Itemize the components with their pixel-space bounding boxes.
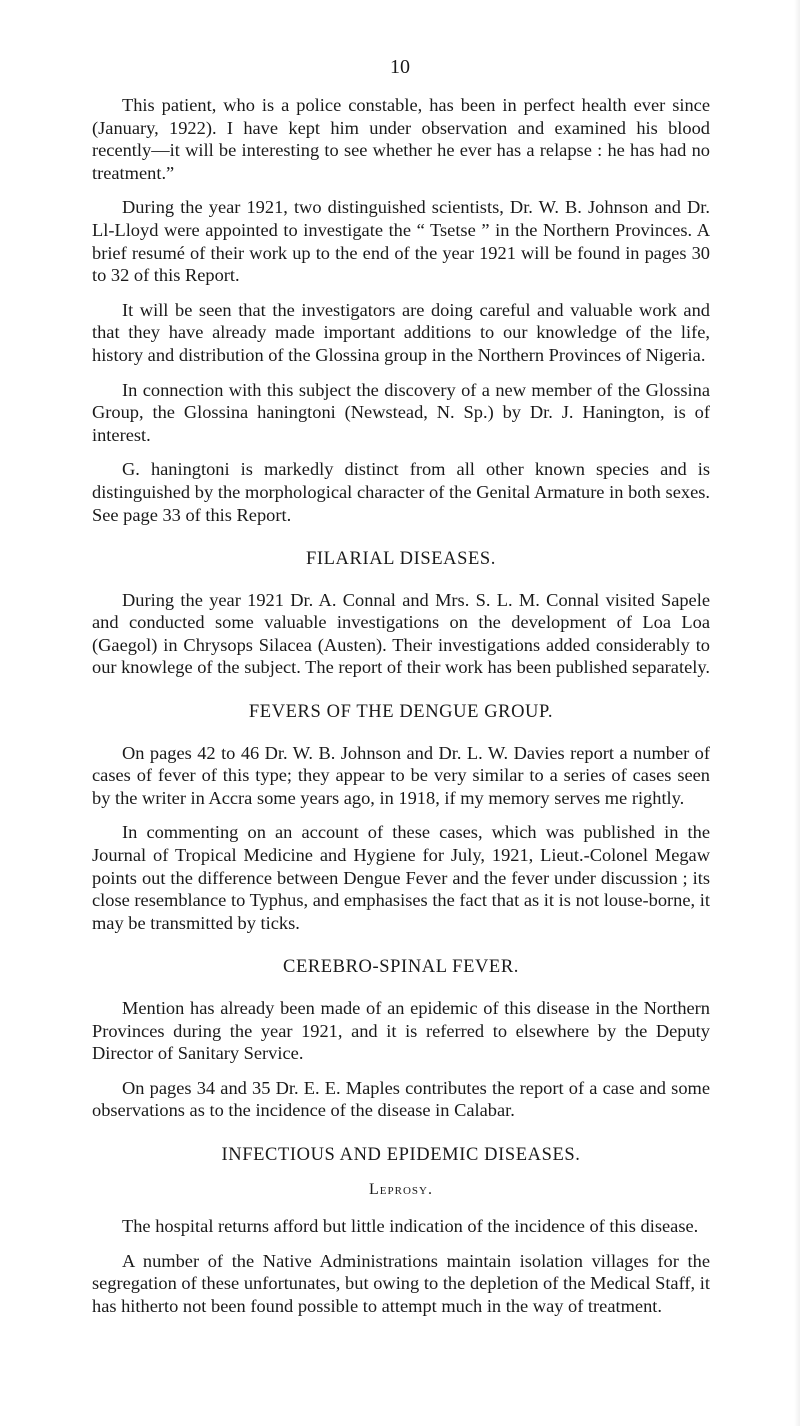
- page-body: [92, 94, 710, 1330]
- paragraph: During the year 1921 Dr. A. Connal and Mrs. S. L. M. Connal visited Sapele and conducted some valuable investigations on the development of Loa Loa (Gaegol) in Chrysops Silacea (Austen). Their investigations added considerably to our knowlege of the subject. The report of their work has been published separately.: [92, 589, 710, 678]
- paragraph: On pages 42 to 46 Dr. W. B. Johnson and Dr. L. W. Davies report a number of cases of fever of this type; they appear to be very similar to a series of cases seen by the writer in Accra some years ago, in 1918, if my memory serves me rightly.: [92, 742, 710, 808]
- section-heading-filarial: FILARIAL DISEASES.: [306, 549, 496, 570]
- paragraph: Mention has already been made of an epidemic of this disease in the Northern Provinces during the year 1921, and it is referred to elsewhere by the Deputy Director of Sanitary Service.: [92, 998, 710, 1064]
- section-heading-infectious: INFECTIOUS AND EPIDEMIC DISEASES.: [221, 1144, 581, 1165]
- paragraph: In connection with this subject the discovery of a new member of the Glossina Group, the Glossina haningtoni (Newstead, N. Sp.) by Dr. J. Hanington, is of interest.: [92, 379, 710, 445]
- page-edge-shadow: [794, 0, 800, 1426]
- paragraph: It will be seen that the investigators are doing careful and valuable work and that they have already made important additions to our knowledge of the life, history and distribution of the Glossina group in the Northern Provinces of Nigeria.: [92, 299, 710, 365]
- paragraph: G. haningtoni is markedly distinct from all other known species and is distinguished by the morphological character of the Genital Armature in both sexes. See page 33 of this Report.: [92, 459, 710, 525]
- page-number: 10: [390, 56, 410, 78]
- paragraph: In commenting on an account of these cases, which was published in the Journal of Tropical Medicine and Hygiene for July, 1921, Lieut.-Colonel Megaw points out the difference between Dengue Fever and the fever under discussion ; its close resemblance to Typhus, and emphasises the fact that as it is not louse-borne, it may be transmitted by ticks.: [92, 822, 710, 933]
- paragraph: On pages 34 and 35 Dr. E. E. Maples contributes the report of a case and some observations as to the incidence of the disease in Calabar.: [92, 1077, 710, 1121]
- paragraph: The hospital returns afford but little indication of the incidence of this disease.: [122, 1216, 699, 1237]
- section-heading-dengue: FEVERS OF THE DENGUE GROUP.: [248, 702, 554, 723]
- subheading-leprosy: Leprosy.: [369, 1180, 433, 1198]
- paragraph: During the year 1921, two distinguished scientists, Dr. W. B. Johnson and Dr. Ll-Lloyd were appointed to investigate the “ Tsetse ” in the Northern Provinces. A brief resumé of their work up to the end of the year 1921 will be found in pages 30 to 32 of this Report.: [92, 197, 710, 286]
- section-heading-cerebro-spinal: CEREBRO-SPINAL FEVER.: [283, 957, 519, 978]
- paragraph: A number of the Native Administrations maintain isolation villages for the segregation of these unfortunates, but owing to the depletion of the Medical Staff, it has hitherto not been found possible to attempt much in the way of treatment.: [92, 1250, 710, 1316]
- paragraph: This patient, who is a police constable, has been in perfect health ever since (January, 1922). I have kept him under observation and examined his blood recently—it will be interesting to see whether he ever has a relapse : he has had no treatment.”: [92, 95, 710, 183]
